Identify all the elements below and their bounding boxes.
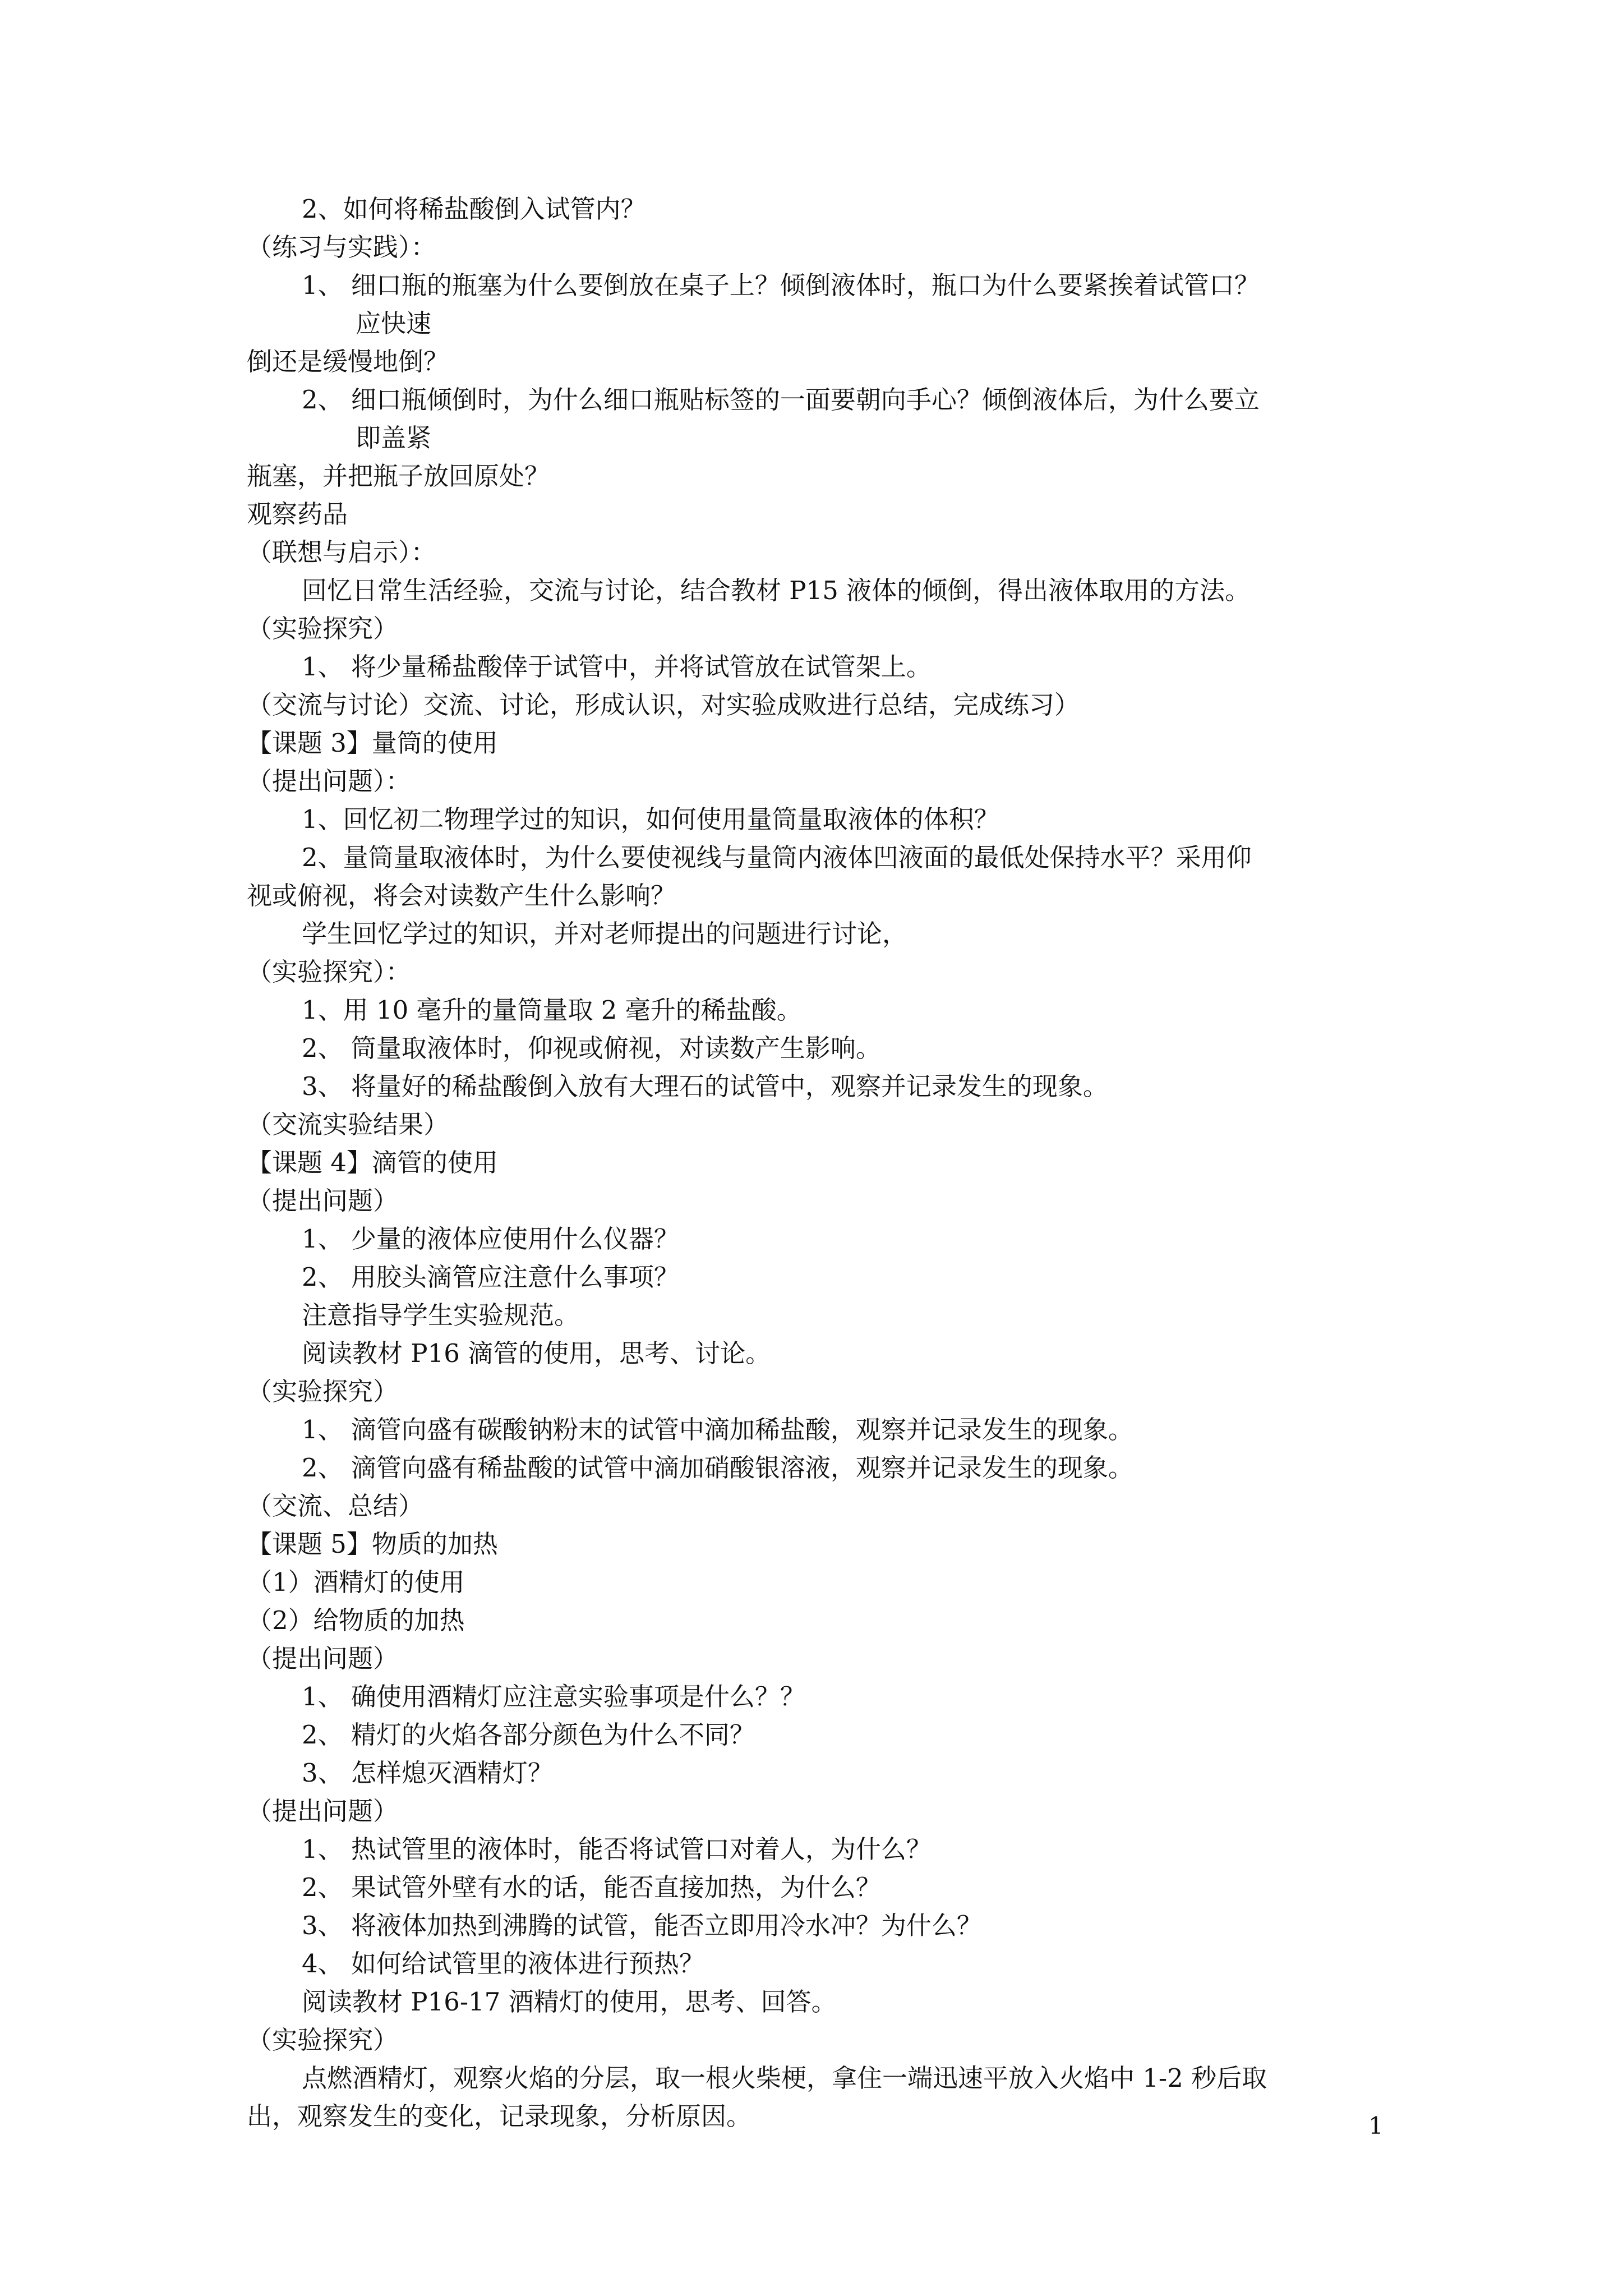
text-line: （联想与启示）：: [247, 537, 436, 567]
text-line: 1、 确使用酒精灯应注意实验事项是什么？？: [302, 1682, 805, 1711]
text-line: （实验探究）: [247, 1377, 399, 1406]
text-line: 4、 如何给试管里的液体进行预热？: [302, 1949, 704, 1978]
text-line: 出，观察发生的变化，记录现象，分析原因。: [247, 2101, 752, 2131]
text-line: 回忆日常生活经验，交流与讨论，结合教材 P15 液体的倾倒，得出液体取用的方法。: [302, 576, 1251, 605]
page-number: 1: [1368, 2112, 1384, 2139]
text-line: （交流与讨论）交流、讨论，形成认识，对实验成败进行总结，完成练习）: [247, 690, 1080, 720]
text-line: （提出问题）: [247, 1644, 399, 1673]
text-line: 倒还是缓慢地倒？: [247, 347, 449, 376]
text-line: 阅读教材 P16 滴管的使用，思考、讨论。: [302, 1338, 771, 1368]
text-line: 阅读教材 P16-17 酒精灯的使用，思考、回答。: [302, 1987, 837, 2017]
text-line: （提出问题）：: [247, 766, 411, 796]
text-line: 1、 滴管向盛有碳酸钠粉末的试管中滴加稀盐酸，观察并记录发生的现象。: [302, 1415, 1133, 1444]
text-line: 观察药品: [247, 499, 348, 529]
text-line: （实验探究）: [247, 2025, 399, 2055]
section-heading: 【课题 5】物质的加热: [247, 1529, 498, 1559]
text-line: 即盖紧: [356, 423, 432, 453]
text-line: 1、 热试管里的液体时，能否将试管口对着人，为什么？: [302, 1834, 932, 1864]
text-line: （2）给物质的加热: [247, 1605, 465, 1635]
text-line: 视或俯视，将会对读数产生什么影响？: [247, 881, 676, 910]
text-line: 2、 细口瓶倾倒时，为什么细口瓶贴标签的一面要朝向手心？倾倒液体后，为什么要立: [302, 385, 1260, 415]
text-line: 1、 将少量稀盐酸倖于试管中，并将试管放在试管架上。: [302, 652, 932, 682]
text-line: 3、 将液体加热到沸腾的试管，能否立即用冷水冲？为什么？: [302, 1911, 982, 1940]
section-heading: 【课题 4】滴管的使用: [247, 1148, 498, 1177]
text-line: （交流、总结）: [247, 1491, 424, 1521]
text-line: 2、 筒量取液体时，仰视或俯视，对读数产生影响。: [302, 1033, 881, 1063]
text-line: 3、 怎样熄灭酒精灯？: [302, 1758, 553, 1788]
text-line: （实验探究）: [247, 614, 399, 643]
text-line: 注意指导学生实验规范。: [302, 1300, 580, 1330]
text-line: 2、如何将稀盐酸倒入试管内？: [302, 194, 646, 224]
text-line: 2、 用胶头滴管应注意什么事项？: [302, 1262, 679, 1292]
text-line: 2、 滴管向盛有稀盐酸的试管中滴加硝酸银溶液，观察并记录发生的现象。: [302, 1453, 1133, 1483]
text-line: 1、回忆初二物理学过的知识，如何使用量筒量取液体的体积？: [302, 804, 999, 834]
text-line: 点燃酒精灯，观察火焰的分层，取一根火柴梗，拿住一端迅速平放入火焰中 1-2 秒后取: [302, 2063, 1267, 2093]
text-line: （1）酒精灯的使用: [247, 1567, 465, 1597]
text-line: （练习与实践）：: [247, 232, 436, 262]
text-line: （提出问题）: [247, 1796, 399, 1826]
text-line: 2、 果试管外壁有水的话，能否直接加热，为什么？: [302, 1872, 881, 1902]
section-heading: 【课题 3】量筒的使用: [247, 728, 498, 758]
text-line: 学生回忆学过的知识，并对老师提出的问题进行讨论，: [302, 919, 908, 949]
text-line: 1、 少量的液体应使用什么仪器？: [302, 1224, 679, 1254]
text-line: （实验探究）：: [247, 957, 411, 987]
text-line: 应快速: [356, 309, 432, 338]
text-line: 3、 将量好的稀盐酸倒入放有大理石的试管中，观察并记录发生的现象。: [302, 1071, 1108, 1101]
text-line: 2、量筒量取液体时，为什么要使视线与量筒内液体凹液面的最低处保持水平？采用仰: [302, 843, 1252, 872]
text-line: 1、用 10 毫升的量筒量取 2 毫升的稀盐酸。: [302, 995, 802, 1025]
text-line: 1、 细口瓶的瓶塞为什么要倒放在桌子上？倾倒液体时，瓶口为什么要紧挨着试管口？: [302, 270, 1260, 300]
text-line: 瓶塞，并把瓶子放回原处？: [247, 461, 550, 491]
text-line: （提出问题）: [247, 1186, 399, 1216]
text-line: 2、 精灯的火焰各部分颜色为什么不同？: [302, 1720, 755, 1750]
text-line: （交流实验结果）: [247, 1110, 449, 1139]
